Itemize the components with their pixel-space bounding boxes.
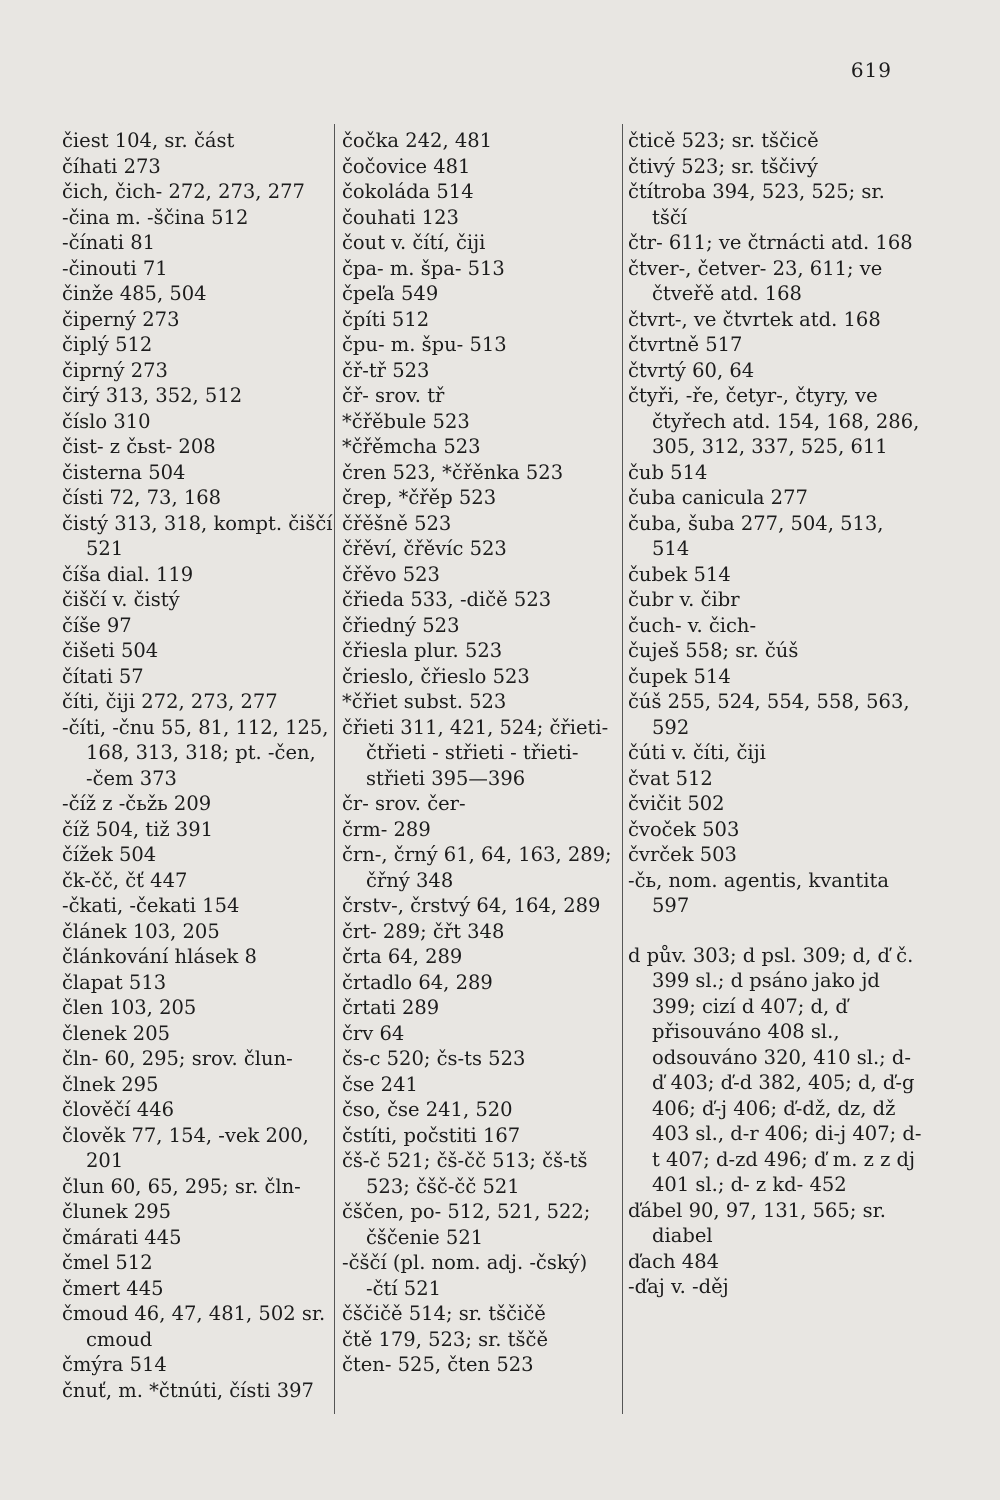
index-entry: čout v. čítí, čiji <box>342 231 486 254</box>
index-entry: čřiesla plur. 523 <box>342 639 503 662</box>
index-entry: čiprný 273 <box>62 358 168 382</box>
index-entry: -činouti 71 <box>62 256 168 280</box>
index-entry: čln- 60, 295; srov. člun- <box>62 1047 293 1070</box>
index-entry: číž 504, tiž 391 <box>62 817 214 841</box>
index-entry: čuch- v. čich- <box>628 613 757 637</box>
index-entry: čpeľa 549 <box>342 282 439 305</box>
index-entry: ďábel 90, 97, 131, 565; sr. diabel <box>628 1198 886 1247</box>
index-entry: čuba, šuba 277, 504, 513, 514 <box>628 511 884 560</box>
index-entry: čmoud 46, 47, 481, 502 sr. cmoud <box>62 1302 326 1351</box>
index-entry: *čřěbule 523 <box>342 409 470 433</box>
index-entry: členek 205 <box>62 1021 171 1045</box>
index-entry: čistý 313, 318, kompt. čiščí 521 <box>62 511 333 560</box>
page-number: 619 <box>850 58 892 82</box>
index-entry: črt- 289; čřt 348 <box>342 919 505 943</box>
index-entry: čtivý 523; sr. tščivý <box>628 154 818 178</box>
index-entry: ďach 484 <box>628 1249 720 1273</box>
index-entry: čokoláda 514 <box>342 180 474 203</box>
index-entry: *čřěmcha 523 <box>342 435 481 458</box>
index-entry: čs-c 520; čs-ts 523 <box>342 1047 526 1070</box>
index-entry: čřěšně 523 <box>342 511 452 535</box>
index-entry: člověk 77, 154, -vek 200, 201 <box>62 1123 309 1172</box>
index-entry: čubek 514 <box>628 562 731 586</box>
index-entry: črn-, črný 61, 64, 163, 289; čřný 348 <box>342 843 612 892</box>
index-entry: čk-čč, čť 447 <box>62 868 188 892</box>
index-entry: článkování hlásek 8 <box>62 945 257 968</box>
index-entry: čtr- 611; ve čtrnácti atd. 168 <box>628 231 913 254</box>
index-entry: čirý 313, 352, 512 <box>62 384 243 407</box>
index-entry: čřěvo 523 <box>342 562 440 586</box>
index-entry: čmert 445 <box>62 1276 164 1300</box>
index-entry: -čkati, -čekati 154 <box>62 894 240 917</box>
index-entry: čřieti 311, 421, 524; čřieti-čtřieti - střieti - třieti-střieti 395—396 <box>342 715 609 790</box>
index-entry: čse 241 <box>342 1072 418 1096</box>
index-entry: črta 64, 289 <box>342 945 463 968</box>
index-entry: čísti 72, 73, 168 <box>62 486 222 509</box>
index-entry: čiest 104, sr. část <box>62 129 235 152</box>
index-entry: čočovice 481 <box>342 154 471 178</box>
index-entry: číša dial. 119 <box>62 562 194 586</box>
index-entry: člen 103, 205 <box>62 996 197 1019</box>
index-entry: číhati 273 <box>62 154 161 178</box>
index-entry: čpu- m. špu- 513 <box>342 333 507 356</box>
index-entry: čticě 523; sr. tščicě <box>628 129 819 152</box>
index-entry: čpa- m. špa- 513 <box>342 256 505 280</box>
index-entry: čš-č 521; čš-čč 513; čš-tš 523; čšč-čč 521 <box>342 1149 588 1198</box>
index-entry: -čščí (pl. nom. adj. -čský) -čtí 521 <box>342 1251 588 1300</box>
index-entry: čuba canicula 277 <box>628 486 808 509</box>
index-entry: čúti v. číti, čiji <box>628 741 766 764</box>
index-entry: čtvrt-, ve čtvrtek atd. 168 <box>628 307 881 331</box>
index-entry: čř-tř 523 <box>342 358 430 382</box>
index-entry: čtyři, -ře, četyr-, čtyry, ve čtyřech atd. 154, 168, 286, 305, 312, 337, 525, 611 <box>628 384 920 458</box>
index-entry: čmýra 514 <box>62 1353 167 1376</box>
index-entry: čřiedný 523 <box>342 613 460 637</box>
index-entry: čmel 512 <box>62 1251 153 1274</box>
index-entry: čnuť, m. *čtnúti, čísti 397 <box>62 1378 314 1402</box>
index-entry: -čь, nom. agentis, kvantita 597 <box>628 868 889 917</box>
index-entry: -čina m. -ščina 512 <box>62 205 249 229</box>
index-entry: čstíti, počstiti 167 <box>342 1123 521 1147</box>
index-entry: člověčí 446 <box>62 1098 175 1121</box>
index-entry: čubr v. čibr <box>628 588 740 611</box>
index-entry: čvoček 503 <box>628 817 740 841</box>
index-entry: čren 523, *čřěnka 523 <box>342 460 564 484</box>
index-entry: čtvrtně 517 <box>628 333 743 356</box>
index-column-1 <box>62 128 334 1403</box>
index-entry: čtě 179, 523; sr. tščě <box>342 1327 548 1351</box>
index-entry: čr- srov. čer- <box>342 792 466 815</box>
index-entry: -číž z -čьžь 209 <box>62 792 212 815</box>
index-entry: člun 60, 65, 295; sr. čln- <box>62 1174 301 1198</box>
index-entry: člunek 295 <box>62 1200 172 1223</box>
index-entry: -ďaj v. -děj <box>628 1275 729 1298</box>
index-entry: čvat 512 <box>628 766 713 790</box>
index-entry: črtati 289 <box>342 996 440 1019</box>
index-entry: črieslo, čřieslo 523 <box>342 664 530 688</box>
index-entry: čřieda 533, -dičě 523 <box>342 588 552 611</box>
index-entry: čúš 255, 524, 554, 558, 563, 592 <box>628 690 910 739</box>
index-entry: čouhati 123 <box>342 205 459 229</box>
index-entry: číslo 310 <box>62 409 151 433</box>
index-entry: čist- z čьst- 208 <box>62 435 216 458</box>
index-entry: -číti, -čnu 55, 81, 112, 125, 168, 313, 318; pt. -čen, -čem 373 <box>62 715 329 790</box>
index-entry: čtver-, četver- 23, 611; ve čtveřě atd. 168 <box>628 256 883 305</box>
index-entry: činže 485, 504 <box>62 282 207 305</box>
index-entry: čtítroba 394, 523, 525; sr. tščí <box>628 180 885 229</box>
index-entry: čiperný 273 <box>62 307 180 331</box>
index-entry: člnek 295 <box>62 1072 159 1096</box>
index-entry: d pův. 303; d psl. 309; d, ď č. 399 sl.; d psáno jako jd 399; cizí d 407; d, ď přisouváno 408 sl., odsouváno 320, 410 sl.; d-ď 403; ď-d 382, 405; d, ď-g 406; ď-j 406; ď-dž, dz, dž 403 sl., d-r 406; di-j 407; d-t 407; d-zd 496; ď m. z z dj 401 sl.; d- z kd- 452 <box>628 943 922 1196</box>
entry-gap <box>628 919 923 943</box>
index-entry: *čřiet subst. 523 <box>342 690 507 713</box>
index-entry: čuješ 558; sr. čúš <box>628 639 799 662</box>
index-entry: čiščí v. čistý <box>62 588 180 611</box>
index-entry: čupek 514 <box>628 664 731 688</box>
index-entry: čščen, po- 512, 521, 522; čščenie 521 <box>342 1200 591 1249</box>
index-entry: čřěví, čřěvíc 523 <box>342 537 507 560</box>
index-entry: črm- 289 <box>342 817 431 841</box>
index-entry: člapat 513 <box>62 970 167 994</box>
index-column-3 <box>628 128 923 1300</box>
index-entry: -čínati 81 <box>62 231 156 254</box>
index-entry: čpíti 512 <box>342 307 430 331</box>
index-entry: čub 514 <box>628 460 708 484</box>
index-entry: čso, čse 241, 520 <box>342 1098 513 1121</box>
index-entry: črep, *čřěp 523 <box>342 486 497 509</box>
index-entry: čř- srov. tř <box>342 384 445 407</box>
index-entry: čížek 504 <box>62 843 157 866</box>
index-entry: čtvrtý 60, 64 <box>628 358 755 382</box>
index-entry: čišeti 504 <box>62 639 159 662</box>
index-entry: čščičě 514; sr. tščičě <box>342 1302 546 1325</box>
index-entry: číti, čiji 272, 273, 277 <box>62 690 278 713</box>
index-entry: čvičit 502 <box>628 792 725 815</box>
index-entry: číše 97 <box>62 613 132 637</box>
index-entry: črtadlo 64, 289 <box>342 970 493 994</box>
index-column-2 <box>342 128 624 1378</box>
index-entry: čisterna 504 <box>62 460 186 484</box>
column-divider <box>334 124 335 1414</box>
index-entry: článek 103, 205 <box>62 919 220 943</box>
index-entry: čiplý 512 <box>62 333 153 356</box>
index-entry: čmárati 445 <box>62 1225 182 1249</box>
index-entry: čočka 242, 481 <box>342 129 493 152</box>
index-entry: čten- 525, čten 523 <box>342 1353 534 1376</box>
index-entry: čich, čich- 272, 273, 277 <box>62 180 305 203</box>
index-entry: čvrček 503 <box>628 843 737 866</box>
index-entry: čítati 57 <box>62 664 144 688</box>
index-entry: črv 64 <box>342 1021 405 1045</box>
index-entry: črstv-, črstvý 64, 164, 289 <box>342 894 601 917</box>
